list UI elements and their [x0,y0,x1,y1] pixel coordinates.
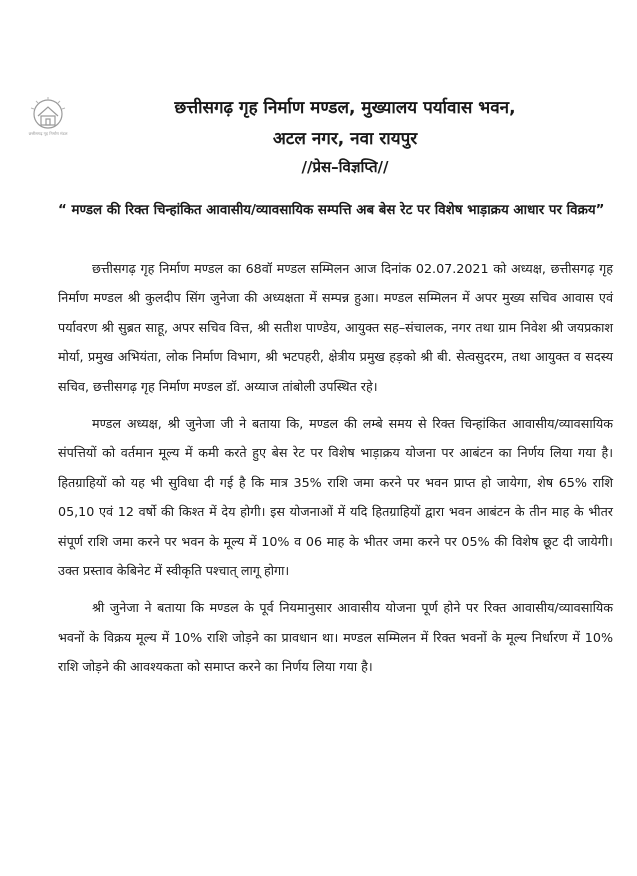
body-paragraph-1: छत्तीसगढ़ गृह निर्माण मण्डल का 68वॉ मण्डल सम्मिलन आज दिनांक 02.07.2021 को अध्यक्ष, छत्तीसगढ़ गृह निर्माण मण्डल श्री कुलदीप सिंग जुनेजा की अध्यक्षता में सम्पन्न हुआ। मण्डल सम्मिलन में अपर मुख्य सचिव आवास एवं पर्यावरण श्री सुब्रत साहू, अपर सचिव वित्त, श्री सतीश पाण्डेय, आयुक्त सह–संचालक, नगर तथा ग्राम निवेश श्री जयप्रकाश मोर्या, प्रमुख अभियंता, लोक निर्माण विभाग, श्री भटपहरी, क्षेत्रीय प्रमुख हड़को श्री बी. सेत्वसुदरम, तथा आयुक्त व सदस्य सचिव, छत्तीसगढ़ गृह निर्माण मण्डल डॉ. अय्याज तांबोली उपस्थित रहे। [58,261,613,394]
body-paragraph-2: मण्डल अध्यक्ष, श्री जुनेजा जी ने बताया कि, मण्डल की लम्बे समय से रिक्त चिन्हांकित आवासीय/व्यावसायिक संपत्तियों को वर्तमान मूल्य में कमी करते हुए बेस रेट पर विशेष भाड़ाक्रय योजना पर आबंटन का निर्णय लिया गया है। हितग्राहियों को यह भी सुविधा दी गई है कि मात्र 35% राशि जमा करने पर भवन प्राप्त हो जायेगा, शेष 65% राशि 05,10 एवं 12 वर्षो की किश्त में देय होगी। इस योजनाओं में यदि हितग्राहियों द्वारा भवन आबंटन के तीन माह के भीतर संपूर्ण राशि जमा करने पर भवन के मूल्य में 10% व 06 माह के भीतर जमा करने पर 05% की विशेष छूट दी जायेगी। उक्त प्रस्ताव केबिनेट में स्वीकृति पश्चात् लागू होगा। [58,416,613,579]
header-line-2: अटल नगर, नवा रायपुर [272,129,418,149]
press-release-body [58,254,613,690]
body-paragraph-3: श्री जुनेजा ने बताया कि मण्डल के पूर्व नियमानुसार आवासीय योजना पूर्ण होने पर रिक्त आवासीय/व्यावसायिक भवनों के विक्रय मूल्य में 10% राशि जोड़ने का प्रावधान था। मण्डल सम्मिलन में रिक्त भवनों के मूल्य निर्धारण में 10% राशि जोड़ने की आवश्यकता को समाप्त करने का निर्णय लिया गया है। [58,600,613,675]
press-release-title: //प्रेस–विज्ञप्ति// [301,158,389,176]
header-line-1: छत्तीसगढ़ गृह निर्माण मण्डल, मुख्यालय पर्यावास भवन, [174,98,516,118]
logo-caption: छत्तीसगढ़ गृह निर्माण मंडल [28,131,68,136]
subject-heading: “ मण्डल की रिक्त चिन्हांकित आवासीय/व्यावसायिक सम्पत्ति अब बेस रेट पर विशेष भाड़ाक्रय आधार पर विक्रय” [58,203,605,218]
letterhead [60,98,630,177]
